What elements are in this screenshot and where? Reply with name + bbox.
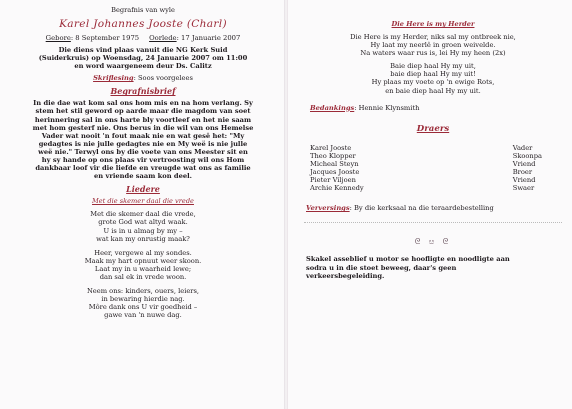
bearer-name: Jacques Jooste [310,168,360,177]
psalm-line: Baie diep haal Hy my uit, [390,62,476,71]
bearer-name: Karel Jooste [310,143,352,152]
bearer-name: Micheal Steyn [310,159,359,168]
letter-line: herinnering sal in ons harte bly voortleef en het nie saam [34,115,252,124]
bearer-name: Pieter Viljoen [310,176,356,185]
born-date [46,34,139,42]
bearer-relation: Vriend [512,159,536,168]
verse-line: grote God wat altyd waak. [98,218,188,227]
bearer-name: Archie Kennedy [310,184,364,193]
letter-line: hy sy hande op ons plaas vir vertroosting wil ons Hom [41,156,245,165]
bearers-title: Draers [416,123,450,134]
verse-line: Met die skemer daal die vrede, [90,210,196,219]
dotted-divider [304,222,562,223]
traffic-notice [304,255,562,279]
psalm-line: Na waters waar rus is, lei Hy my heen (2x) [360,49,506,58]
born-value: : 8 September 1975 [70,34,140,42]
letter-line: gedagtes is nie julle gedagtes nie en My weë is nie julle [38,139,248,148]
program-heading: Begrafnis van wyle [111,6,175,14]
acknowledgements [304,104,562,112]
psalm-line: Die Here is my Herder, niks sal my ontbreek nie, [350,33,516,41]
psalm-verse-1 [304,33,562,57]
verse-line: Laat my in u waarheid lewe; [94,264,192,273]
letter-title: Begrafnisbrief [110,86,176,97]
service-line: en word waargeneem deur Ds. Calitz [74,62,212,71]
died-value: : 17 Januarie 2007 [176,34,241,42]
funeral-letter [12,99,274,180]
notice-line: sodra u in die stoet beweeg, daar's geen [306,263,457,272]
psalm-line: en baie diep haal Hy my uit. [385,86,481,95]
song-verse [12,249,274,281]
songs-title: Liedere [126,184,160,195]
verse-line: dan sal ek in vrede woon. [99,272,187,281]
bearer-name: Theo Klopper [310,151,356,160]
right-page [290,0,572,409]
reading-label: Skriflesing [93,74,134,83]
verse-line: in bewaring hierdie nag. [101,295,185,304]
refresh-label: Verversings [306,204,350,213]
died-label: Oorlede [149,34,177,42]
psalm-verse-2 [304,62,562,94]
refreshments [304,204,562,212]
page-fold [284,0,288,409]
service-line: (Suiderkruis) op Woensdag, 24 Januarie 2007 om 11:00 [38,54,248,63]
verse-line: wat kan my onrustig maak? [96,234,190,243]
verse-line: Môre dank ons U vir goedheid – [88,303,198,312]
song-lyrics [12,210,274,319]
service-details [12,46,274,70]
dates-row [12,34,274,42]
service-line: Die diens vind plaas vanuit die NG Kerk Suid [58,46,228,54]
bearers-list [304,144,562,193]
letter-line: Vader wat nooit 'n fout maak nie en wat gesê het: "My [41,131,245,140]
letter-line: en vriende saam kon deel. [94,172,192,181]
reading-value: : Soos voorgelees [133,74,193,83]
thanks-label: Bedankings [310,103,355,112]
bearer-relation: Vader [512,143,533,152]
psalm-line: baie diep haal Hy my uit! [390,70,476,79]
verse-line: gawe van 'n nuwe dag. [104,311,182,320]
verse-line: Maak my hart opnuut weer skoon. [84,256,202,265]
verse-line: U is in u almag by my – [103,226,183,235]
letter-line: dankbaar loof vir die liefde en vreugde wat ons as familie [35,164,251,173]
verse-line: Heer, vergewe al my sondes. [94,248,192,257]
left-page [0,0,284,409]
song-verse [12,210,274,242]
psalm-line: Hy plaas my voete op 'n ewige Rots, [371,78,495,87]
flourish-ornament-icon: ᘓ ೞ ᘓ [414,237,452,247]
bearers-relations [513,144,542,193]
letter-line: stem het stil geword op aarde maar die magdom van soet [35,107,251,116]
refresh-value: : By die kerksaal na die teraardebestelling [349,204,494,213]
bearer-relation: Skoonpa [512,151,542,160]
bearers-names [310,144,364,193]
letter-line: weë nie." Terwyl ons by die voete van ons Meester sit en [38,147,248,156]
verse-line: Neem ons: kinders, ouers, leiers, [86,287,200,296]
thanks-value: : Hennie Klynsmith [354,103,420,112]
died-date [149,34,240,42]
psalm-title: Die Here is my Herder [391,20,475,28]
born-label: Gebore [45,34,71,42]
letter-line: met hom gesterf nie. Ons berus in die wil van ons Hemelse [32,123,254,132]
psalm-line: Hy laat my neerlê in groen weivelde. [370,41,496,50]
bearer-relation: Vriend [512,176,536,185]
letter-line: In die dae wat kom sal ons hom mis en na hom verlang. Sy [33,99,253,108]
deceased-name: Karel Johannes Jooste (Charl) [59,18,227,30]
song-subtitle: Met die skemer daal die vrede [92,197,194,206]
notice-line: verkeersbegeleiding. [306,271,385,280]
scripture-reading [12,74,274,82]
notice-line: Skakel asseblief u motor se hoofligte en noodligte aan [306,255,510,264]
bearer-relation: Swaer [512,184,535,193]
song-verse [12,287,274,319]
bearer-relation: Broer [512,168,533,177]
